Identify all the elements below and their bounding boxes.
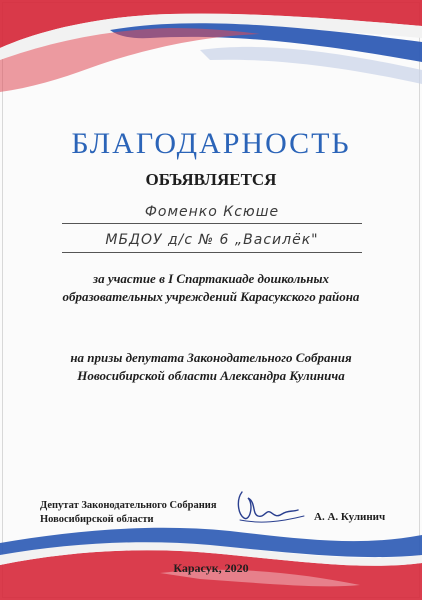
signer-title-line-1: Депутат Законодательного Собрания [40, 500, 217, 511]
certificate-subtitle: ОБЪЯВЛЯЕТСЯ [145, 170, 277, 189]
recipient-organization: МБДОУ д/с № 6 „Василёк" [105, 232, 319, 248]
reason-text [0, 270, 422, 306]
recipient-name: Фоменко Ксюше [144, 204, 280, 220]
handwritten-signature [230, 484, 310, 530]
reason-line-2: образовательных учреждений Карасукского района [62, 289, 360, 304]
reason-line-1: за участие в I Спартакиаде дошкольных [93, 271, 329, 286]
recipient-name-underline [62, 223, 362, 224]
prize-text [0, 349, 422, 385]
place-and-year: Карасук, 2020 [173, 561, 249, 575]
signer-title-line-2: Новосибирской области [40, 514, 154, 525]
prize-line-1: на призы депутата Законодательного Собрания [70, 350, 352, 365]
recipient-organization-underline [62, 252, 362, 253]
signer-name: А. А. Кулинич [314, 511, 386, 523]
signer-title [40, 499, 217, 527]
prize-line-2: Новосибирской области Александра Кулинича [77, 368, 345, 383]
flag-ribbon-top [0, 0, 422, 110]
certificate-title: БЛАГОДАРНОСТЬ [71, 127, 351, 161]
